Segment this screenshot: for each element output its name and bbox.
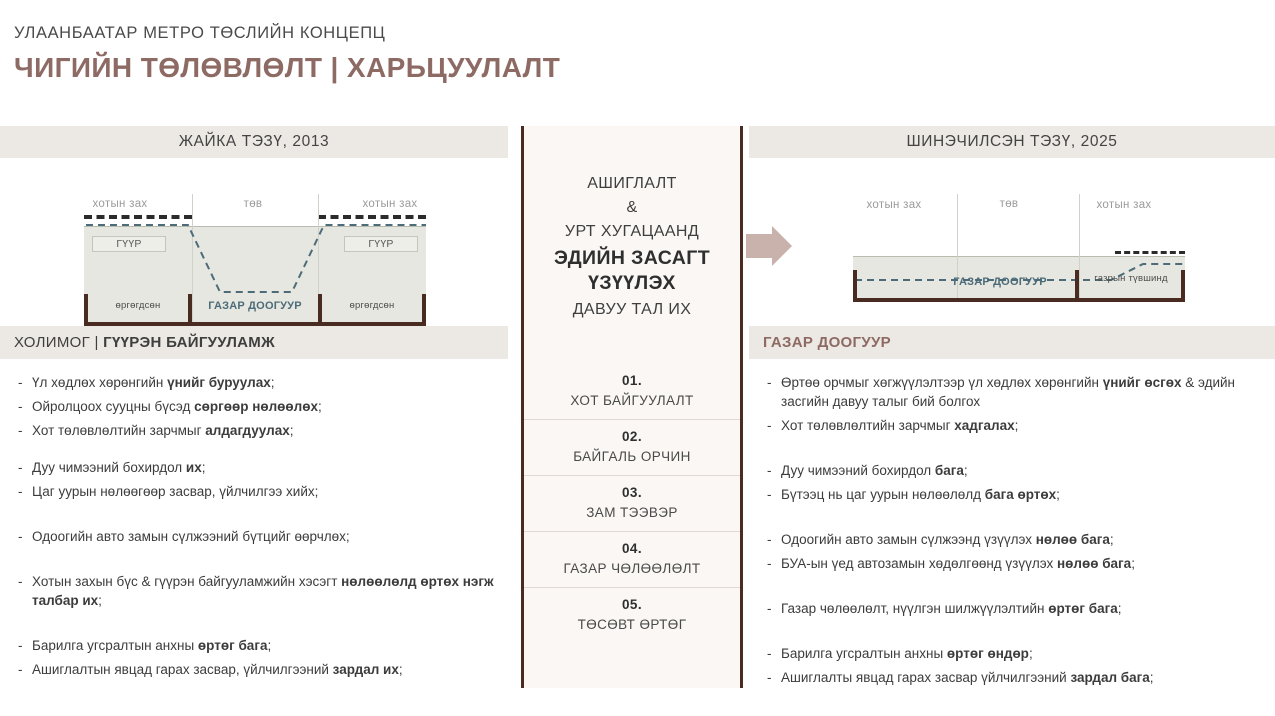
list-item: - Барилга угсралтын анхны өртөг бага; <box>14 636 494 655</box>
column-left <box>0 126 508 697</box>
left-bridge-box-left: ГҮҮР <box>92 236 166 252</box>
right-group-5 <box>763 644 1261 687</box>
list-item: - Одоогийн авто замын сүлжээний бүтцийг өөрчлөх; <box>14 527 494 546</box>
left-group-1 <box>14 373 494 440</box>
criteria-item-4-number: 04. <box>622 541 642 556</box>
criteria-intro-line3: УРТ ХУГАЦААНД <box>564 223 700 240</box>
criteria-item-4-label: ГАЗАР ЧӨЛӨӨЛӨЛТ <box>563 561 701 576</box>
left-list-1 <box>14 373 494 440</box>
criteria-item-1-label: ХОТ БАЙГУУЛАЛТ <box>570 393 694 408</box>
list-item: - Өртөө орчмыг хөгжүүлэлтээр үл хөдлөх хөрөнгийн үнийг өсгөх & эдийн засгийн давуу талыг бий болгох <box>763 373 1261 411</box>
left-list-2 <box>14 458 494 501</box>
criteria-item-3-label: ЗАМ ТЭЭВЭР <box>586 505 678 520</box>
criteria-item-2-number: 02. <box>622 429 642 444</box>
left-subheading-plain: ХОЛИМОГ | <box>14 334 104 351</box>
right-list-2 <box>763 461 1261 504</box>
left-group-5 <box>14 636 494 679</box>
criteria-item-1 <box>524 364 740 419</box>
criteria-item-2 <box>524 419 740 475</box>
page-header <box>14 24 560 84</box>
page-title: ЧИГИЙН ТӨЛӨВЛӨЛТ | ХАРЬЦУУЛАЛТ <box>14 52 561 83</box>
right-subheading: ГАЗАР ДООГУУР <box>749 326 1275 359</box>
list-item: - Бүтээц нь цаг уурын нөлөөлөлд бага өртөх; <box>763 485 1261 504</box>
left-diagram-label-right: хотын зах <box>362 198 418 210</box>
list-item: - Үл хөдлөх хөрөнгийн үнийг буруулах; <box>14 373 494 392</box>
right-group-2 <box>763 461 1261 504</box>
left-list-3 <box>14 527 494 546</box>
right-list-4 <box>763 599 1261 618</box>
criteria-intro-line2: & <box>626 199 638 216</box>
column-middle <box>521 126 743 688</box>
criteria-item-3 <box>524 475 740 531</box>
right-group-3 <box>763 530 1261 573</box>
left-group-4 <box>14 572 494 610</box>
list-item: - Дуу чимээний бохирдол бага; <box>763 461 1261 480</box>
column-right <box>749 126 1275 705</box>
criteria-item-5 <box>524 587 740 643</box>
list-item: - Цаг уурын нөлөөгөөр засвар, үйлчилгээ хийх; <box>14 482 494 501</box>
right-list-5 <box>763 644 1261 687</box>
left-list-5 <box>14 636 494 679</box>
right-bottom-baseline <box>853 298 1185 302</box>
right-diagram <box>749 158 1275 326</box>
left-diagram <box>0 158 508 326</box>
criteria-intro-emphasis: ЭДИЙН ЗАСАГТ ҮЗҮҮЛЭХ <box>553 247 711 294</box>
right-list-3 <box>763 530 1261 573</box>
criteria-intro <box>524 126 740 322</box>
criteria-intro-line1: АШИГЛАЛТ <box>587 175 677 192</box>
right-bottom-label-right: газрын түвшинд <box>1094 273 1168 284</box>
left-subheading <box>0 326 508 359</box>
criteria-item-5-number: 05. <box>622 597 642 612</box>
list-item: - Одоогийн авто замын сүлжээнд үзүүлэх нөлөө бага; <box>763 530 1261 549</box>
list-item: - Ашиглалтын явцад гарах засвар, үйлчилгээний зардал их; <box>14 660 494 679</box>
left-group-3 <box>14 527 494 546</box>
header-eyebrow: УЛААНБААТАР МЕТРО ТӨСЛИЙН КОНЦЕПЦ <box>14 24 386 42</box>
right-group-1 <box>763 373 1261 435</box>
left-list-4 <box>14 572 494 610</box>
right-bottom-label-center: ГАЗАР ДООГУУР <box>953 276 1047 288</box>
criteria-item-2-label: БАЙГАЛЬ ОРЧИН <box>573 449 691 464</box>
right-group-4 <box>763 599 1261 618</box>
list-item: - Ойролцоох сууцны бүсэд сөргөөр нөлөөлөх; <box>14 397 494 416</box>
criteria-panel <box>521 126 743 688</box>
left-bottom-label-right: өргөгдсөн <box>349 300 395 311</box>
right-column-header: ШИНЭЧИЛСЭН ТЭЗҮ, 2025 <box>749 126 1275 158</box>
list-item: - Хотын захын бүс & гүүрэн байгууламжийн хэсэгт нөлөөлөлд өртөх нэгж талбар их; <box>14 572 494 610</box>
right-diagram-label-center: төв <box>999 198 1019 210</box>
criteria-list <box>524 364 740 643</box>
right-diagram-label-left: хотын зах <box>866 199 922 211</box>
criteria-item-5-label: ТӨСӨВТ ӨРТӨГ <box>577 617 687 632</box>
right-ground-surface-line <box>853 256 1185 257</box>
list-item: - Ашиглалты явцад гарах засвар үйлчилгээний зардал бага; <box>763 668 1261 687</box>
criteria-intro-line4: ДАВУУ ТАЛ ИХ <box>572 301 692 318</box>
list-item: - Газар чөлөөлөлт, нүүлгэн шилжүүлэлтийн өртөг бага; <box>763 599 1261 618</box>
right-at-grade-track <box>1115 251 1185 254</box>
right-list-1 <box>763 373 1261 435</box>
list-item: - Дуу чимээний бохирдол их; <box>14 458 494 477</box>
list-item: - Хот төлөвлөлтийн зарчмыг алдагдуулах; <box>14 421 494 440</box>
left-bottom-label-center: ГАЗАР ДООГУУР <box>208 300 302 312</box>
left-bottom-baseline <box>84 322 426 326</box>
left-diagram-label-center: төв <box>243 198 263 210</box>
list-item: - Хот төлөвлөлтийн зарчмыг хадгалах; <box>763 416 1261 435</box>
left-bottom-label-left: өргөгдсөн <box>115 300 161 311</box>
left-subheading-bold: ГҮҮРЭН БАЙГУУЛАМЖ <box>103 334 275 351</box>
left-diagram-label-left: хотын зах <box>92 198 148 210</box>
left-column-header: ЖАЙКА ТЭЗҮ, 2013 <box>0 126 508 158</box>
left-bullet-groups <box>0 359 508 679</box>
list-item: - Барилга угсралтын анхны өртөг өндөр; <box>763 644 1261 663</box>
right-diagram-label-right: хотын зах <box>1096 199 1152 211</box>
left-bridge-box-right: ГҮҮР <box>344 236 418 252</box>
list-item: - БУА-ын үед автозамын хөдөлгөөнд үзүүлэх нөлөө бага; <box>763 554 1261 573</box>
criteria-item-3-number: 03. <box>622 485 642 500</box>
criteria-item-4 <box>524 531 740 587</box>
left-group-2 <box>14 458 494 501</box>
criteria-item-1-number: 01. <box>622 373 642 388</box>
right-bullet-groups <box>749 359 1275 687</box>
